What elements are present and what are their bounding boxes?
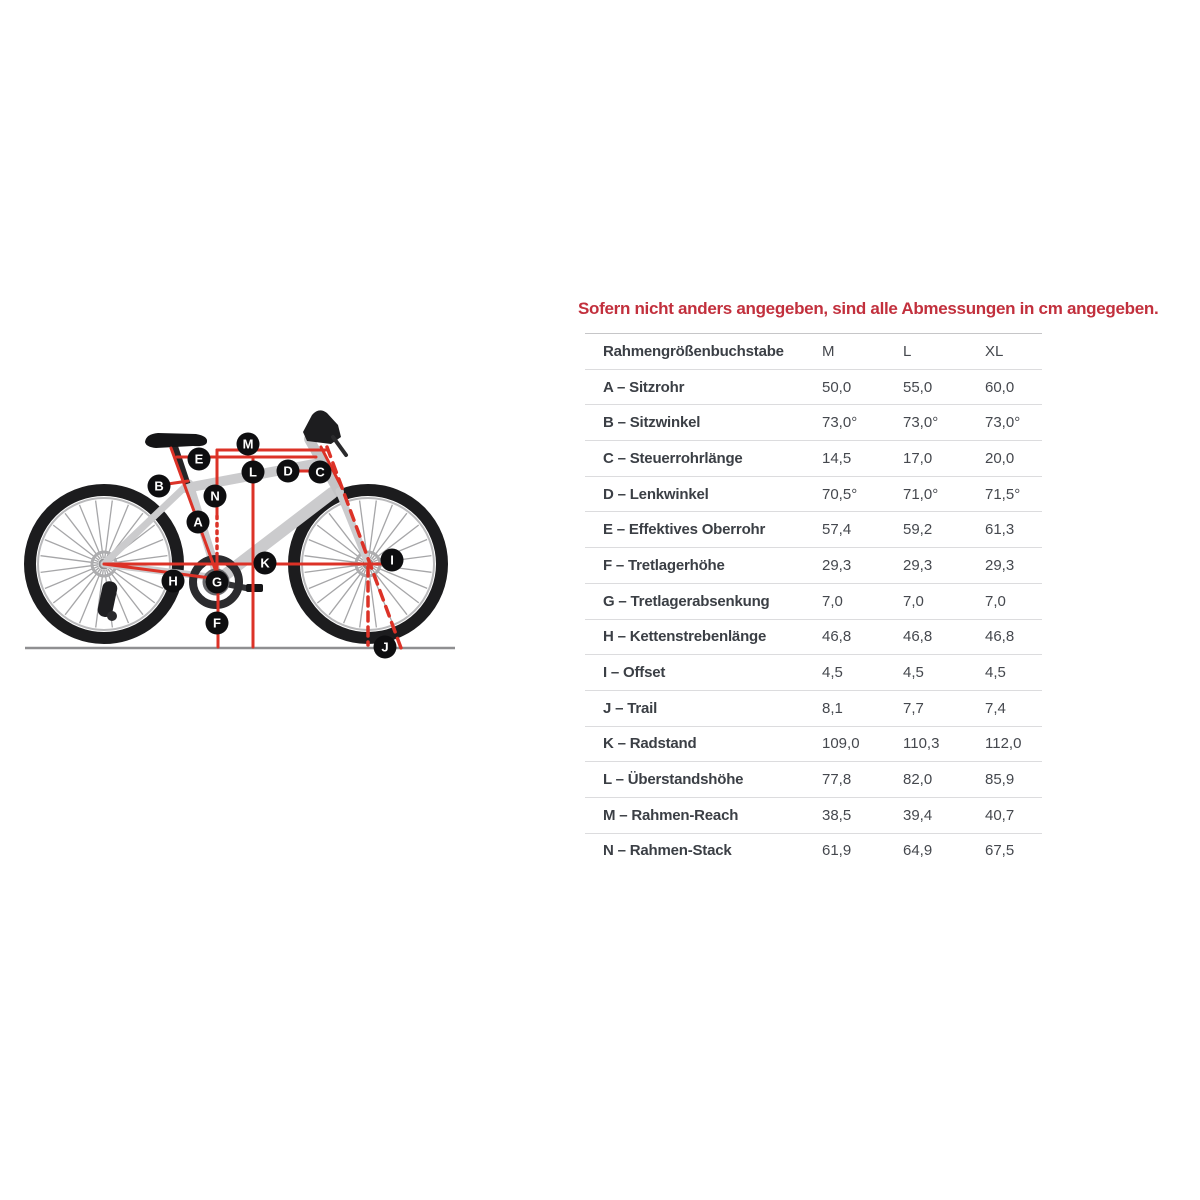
row-label: K – Radstand	[603, 735, 697, 753]
table-row	[585, 619, 1042, 655]
saddle	[145, 433, 207, 448]
marker-D	[277, 460, 300, 483]
row-value: 85,9	[985, 771, 1015, 789]
row-value: 60,0	[985, 378, 1015, 396]
row-value: 39,4	[903, 806, 933, 824]
row-value: 46,8	[985, 628, 1015, 646]
marker-K	[254, 552, 277, 575]
header-col-m: M	[822, 342, 835, 360]
row-value: 4,5	[985, 664, 1006, 682]
row-value: 8,1	[822, 699, 843, 717]
row-value: 55,0	[903, 378, 933, 396]
bike-geometry-diagram	[0, 385, 500, 675]
table-row	[585, 797, 1042, 833]
table-row	[585, 583, 1042, 619]
row-value: 61,9	[822, 842, 852, 860]
table-row	[585, 690, 1042, 726]
marker-N	[204, 485, 227, 508]
svg-text:G: G	[211, 574, 223, 590]
header-size-letter: Rahmengrößenbuchstabe	[603, 342, 784, 360]
marker-J	[374, 636, 397, 659]
svg-text:A: A	[193, 514, 203, 530]
table-header-row	[585, 334, 1042, 370]
row-label: L – Überstandshöhe	[603, 771, 744, 789]
svg-text:C: C	[315, 464, 325, 480]
row-value: 70,5°	[822, 485, 858, 503]
row-value: 73,0°	[985, 414, 1021, 432]
row-value: 73,0°	[903, 414, 939, 432]
table-row	[585, 369, 1042, 405]
svg-text:M: M	[242, 436, 254, 452]
table-row	[585, 762, 1042, 798]
row-value: 7,0	[903, 592, 924, 610]
row-label: D – Lenkwinkel	[603, 485, 709, 503]
row-value: 77,8	[822, 771, 852, 789]
row-value: 82,0	[903, 771, 933, 789]
table-row	[585, 548, 1042, 584]
table-row	[585, 833, 1042, 868]
marker-B	[148, 475, 171, 498]
row-value: 61,3	[985, 521, 1015, 539]
row-value: 71,5°	[985, 485, 1021, 503]
marker-I	[381, 549, 404, 572]
table-row	[585, 655, 1042, 691]
marker-E	[188, 448, 211, 471]
marker-A	[187, 511, 210, 534]
header-col-xl: XL	[985, 342, 1004, 360]
row-value: 46,8	[903, 628, 933, 646]
marker-H	[162, 570, 185, 593]
row-label: M – Rahmen-Reach	[603, 806, 739, 824]
table-row	[585, 405, 1042, 441]
brake-lever	[333, 437, 346, 455]
geometry-table-body	[585, 369, 1042, 868]
svg-text:B: B	[154, 478, 164, 494]
row-value: 7,4	[985, 699, 1006, 717]
table-row	[585, 726, 1042, 762]
table-row	[585, 512, 1042, 548]
row-value: 67,5	[985, 842, 1015, 860]
svg-text:L: L	[249, 464, 257, 480]
measurements-note: Sofern nicht anders angegeben, sind alle Abmessungen in cm angegeben.	[578, 299, 1159, 318]
svg-text:K: K	[260, 555, 270, 571]
table-row	[585, 476, 1042, 512]
row-value: 50,0	[822, 378, 852, 396]
row-value: 7,0	[822, 592, 843, 610]
row-value: 109,0	[822, 735, 860, 753]
svg-text:J: J	[381, 639, 389, 655]
marker-G	[206, 571, 229, 594]
svg-text:E: E	[194, 451, 204, 467]
marker-M	[237, 433, 260, 456]
svg-text:D: D	[283, 463, 293, 479]
svg-text:H: H	[168, 573, 178, 589]
row-value: 59,2	[903, 521, 933, 539]
row-label: E – Effektives Oberrohr	[603, 521, 766, 539]
row-label: N – Rahmen-Stack	[603, 842, 732, 860]
row-label: B – Sitzwinkel	[603, 414, 701, 432]
row-value: 38,5	[822, 806, 852, 824]
row-label: H – Kettenstrebenlänge	[603, 628, 767, 646]
row-value: 4,5	[903, 664, 924, 682]
row-value: 110,3	[903, 735, 940, 753]
row-value: 17,0	[903, 449, 933, 467]
svg-text:N: N	[210, 488, 220, 504]
svg-text:F: F	[213, 615, 221, 631]
row-value: 7,0	[985, 592, 1006, 610]
row-label: G – Tretlagerabsenkung	[603, 592, 770, 610]
row-value: 57,4	[822, 521, 852, 539]
row-value: 29,3	[822, 556, 852, 574]
row-value: 20,0	[985, 449, 1015, 467]
row-label: J – Trail	[603, 699, 658, 717]
row-value: 46,8	[822, 628, 852, 646]
row-value: 112,0	[985, 735, 1022, 753]
row-label: I – Offset	[603, 664, 666, 682]
row-value: 14,5	[822, 449, 852, 467]
row-value: 64,9	[903, 842, 933, 860]
row-value: 73,0°	[822, 414, 858, 432]
row-label: A – Sitzrohr	[603, 378, 685, 396]
svg-text:I: I	[390, 552, 394, 568]
marker-C	[309, 461, 332, 484]
row-value: 29,3	[903, 556, 933, 574]
row-value: 71,0°	[903, 485, 939, 503]
geometry-table	[585, 333, 1042, 868]
row-label: F – Tretlagerhöhe	[603, 556, 725, 574]
row-value: 29,3	[985, 556, 1015, 574]
table-row	[585, 441, 1042, 477]
header-col-l: L	[903, 342, 912, 360]
row-value: 4,5	[822, 664, 843, 682]
marker-L	[242, 461, 265, 484]
row-label: C – Steuerrohrlänge	[603, 449, 743, 467]
row-value: 40,7	[985, 806, 1015, 824]
row-value: 7,7	[903, 699, 924, 717]
marker-F	[206, 612, 229, 635]
